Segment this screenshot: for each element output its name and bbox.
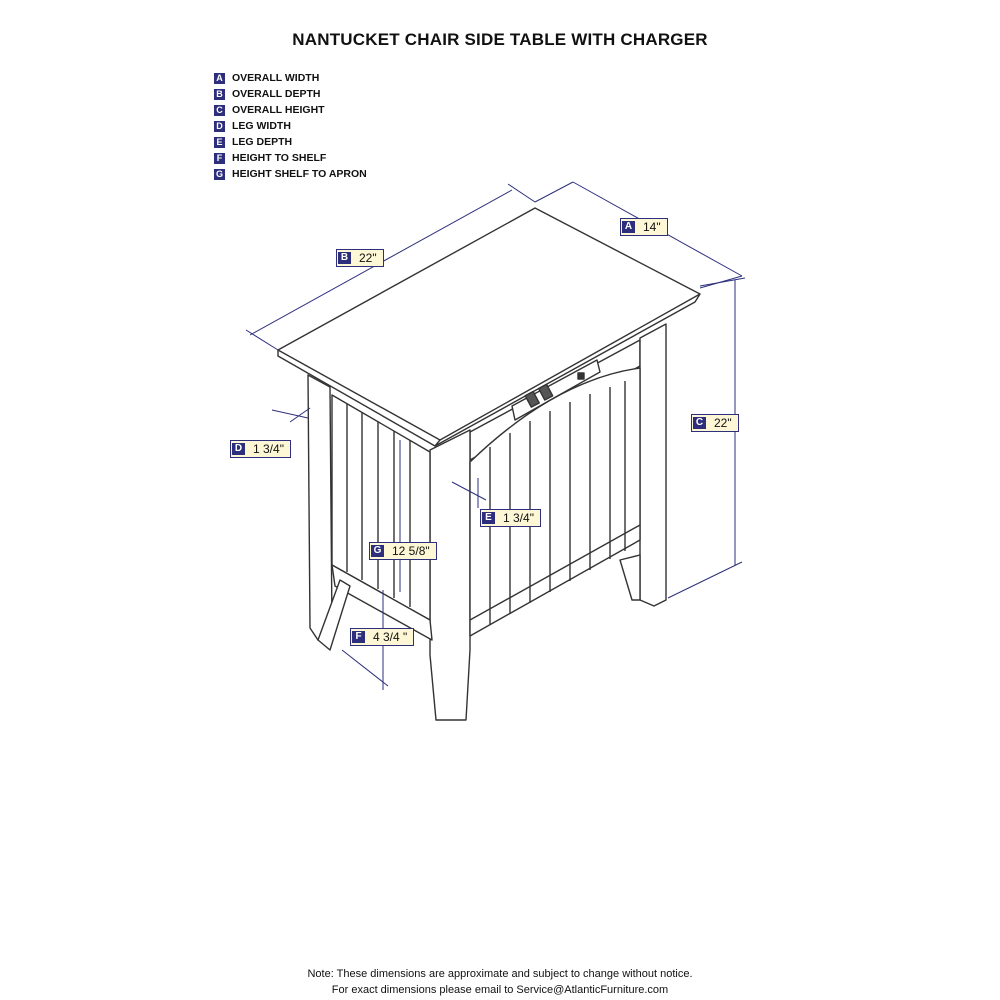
dimension-callout-d [230, 440, 291, 458]
usb-port [578, 373, 584, 379]
legend-label: LEG WIDTH [232, 120, 291, 132]
page-title: NANTUCKET CHAIR SIDE TABLE WITH CHARGER [292, 30, 708, 49]
legend-label: OVERALL WIDTH [232, 72, 320, 84]
shelf-to-apron-value: 12 5/8" [392, 544, 430, 558]
callout-badge: E [482, 512, 495, 524]
overall-depth-value: 22" [359, 251, 377, 265]
overall-width-value: 14" [643, 220, 661, 234]
right-leg-foot [620, 555, 640, 600]
callout-badge: C [693, 417, 706, 429]
front-leg [430, 430, 470, 720]
callout-badge: F [352, 631, 365, 643]
legend-badge: A [214, 73, 225, 84]
dimension-callout-b [336, 249, 384, 267]
legend-badge: C [214, 105, 225, 116]
height-to-shelf-value: 4 3/4 " [373, 630, 408, 644]
legend-badge: B [214, 89, 225, 100]
right-back-leg [640, 324, 666, 606]
disclaimer-note [0, 966, 1000, 998]
callout-badge: A [622, 221, 635, 233]
overall-height-value: 22" [714, 416, 732, 430]
callout-badge: B [338, 252, 351, 264]
callout-badge: G [371, 545, 384, 557]
legend-label: OVERALL HEIGHT [232, 104, 325, 116]
left-back-leg [308, 375, 332, 640]
legend-badge: D [214, 121, 225, 132]
legend-label: HEIGHT SHELF TO APRON [232, 168, 367, 180]
dimension-callout-e [480, 509, 541, 527]
legend-badge: E [214, 137, 225, 148]
dimension-callout-g [369, 542, 437, 560]
note-line-2: For exact dimensions please email to Service@AtlanticFurniture.com [331, 984, 669, 996]
dimension-callout-c [691, 414, 739, 432]
dimension-callout-f [350, 628, 414, 646]
leg-width-value: 1 3/4" [253, 442, 284, 456]
leg-depth-value: 1 3/4" [503, 511, 534, 525]
legend-label: LEG DEPTH [232, 136, 293, 148]
callout-badge: D [232, 443, 245, 455]
legend-badge: F [214, 153, 225, 164]
legend-label: HEIGHT TO SHELF [232, 152, 327, 164]
dimension-callout-a [620, 218, 668, 236]
note-line-1: Note: These dimensions are approximate and subject to change without notice. [307, 968, 693, 980]
legend-label: OVERALL DEPTH [232, 88, 321, 100]
legend-badge: G [215, 168, 223, 179]
